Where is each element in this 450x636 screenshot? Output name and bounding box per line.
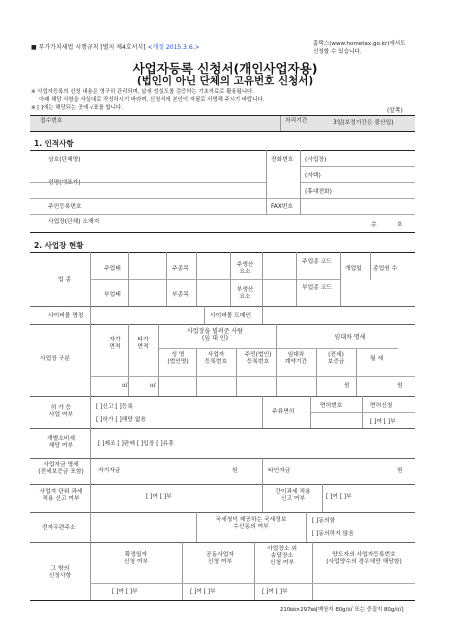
- note-line-1: ※ 사업자등록의 신청 내용은 영구히 관리되며, 납세 성실도를 검증하는 기초자료로 활용됩니다.: [31, 89, 254, 95]
- other-divider-1: [90, 542, 91, 600]
- license-options-1[interactable]: [ ]신고 [ ]등록: [96, 404, 133, 410]
- cyber-mall-domain-label: 사이버몰 도메인: [210, 313, 252, 319]
- bt-divider-2: [166, 252, 167, 306]
- liquor-apply-label: 면허신청: [370, 403, 393, 409]
- form-reference-text: ■ 부가가치세법 시행규칙 [별지 제4호서식]: [31, 44, 148, 51]
- lease-sub-line-1: [158, 348, 398, 349]
- s1-line-4: [30, 214, 415, 215]
- section1-top-line: [30, 150, 415, 151]
- processing-period-label: 처리기간: [285, 118, 308, 124]
- excise-divider: [90, 428, 91, 458]
- lease-divider-0: [90, 324, 91, 396]
- section2-bottom-line: [30, 600, 415, 601]
- email-divider-1: [90, 512, 91, 542]
- receipt-divider: [280, 116, 281, 131]
- hometax-note-1: 홈택스(www.hometax.go.kr)에서도: [313, 41, 406, 47]
- email-divider-2: [196, 512, 197, 542]
- funds-divider-1: [90, 458, 91, 484]
- license-mid-line: [310, 412, 415, 413]
- email-bottom-line: [30, 542, 415, 543]
- receipt-bottom-line: [30, 131, 415, 132]
- transferor-label: 양도자의 사업자등록번호 (사업양수의 경우에만 해당함): [326, 552, 402, 565]
- s1-line-3: [30, 198, 415, 199]
- bt-divider-1: [128, 252, 129, 306]
- phone-label: 전화번호: [271, 157, 294, 163]
- unit-taxation-label: 사업자 단위 과세 적용 신고 여부: [39, 489, 83, 502]
- trade-name-label: 상호(단체명): [48, 157, 81, 163]
- funds-divider-2: [262, 458, 263, 484]
- funds-label: 사업자금 명세 (전세보증금 포함): [38, 462, 84, 475]
- main-item-label: 주종목: [172, 266, 189, 272]
- lessor-idno-label: 주민(법인) 등록번호: [244, 352, 272, 365]
- form-title: 사업자등록 신청서(개인사업자용): [132, 61, 318, 76]
- lease-divider-6: [316, 348, 317, 396]
- lease-bottom-line: [30, 396, 415, 397]
- fax-label: FAX번호: [271, 204, 293, 210]
- trade-name-field[interactable]: [100, 152, 260, 164]
- bt-divider-7: [340, 252, 341, 306]
- lease-divider-7: [356, 348, 357, 396]
- lease-divider-3: [196, 348, 197, 396]
- excise-label: 개별소비세 해당 여부: [47, 436, 75, 449]
- won-unit-1: 원: [344, 383, 350, 389]
- representative-label: 성명(대표자): [48, 180, 81, 186]
- s1-line-2b: [300, 182, 415, 183]
- delivery-place-yn[interactable]: [ ]여 [ ]부: [262, 589, 288, 595]
- funds-bottom-line: [30, 484, 415, 485]
- sub-product-label: 부생산 요소: [236, 287, 254, 300]
- section1-bottom-line: [30, 232, 415, 233]
- liquor-label: 주류면허: [272, 409, 295, 415]
- cyber-divider-2: [204, 306, 205, 324]
- lease-divider-5: [276, 324, 277, 396]
- liquor-yn[interactable]: [ ]여 [ ]부: [370, 419, 396, 425]
- site-type-label: 사업장 구분: [40, 356, 70, 362]
- resident-number-label: 주민등록번호: [48, 204, 82, 210]
- joint-business-label: 공동사업자 신청 여부: [206, 552, 234, 565]
- other-divider-2: [182, 542, 183, 600]
- license-bottom-line: [30, 428, 415, 429]
- sqm-unit-1: ㎡: [122, 383, 128, 389]
- section2-top-line: [30, 252, 415, 253]
- section1-title: 1. 인적사항: [34, 139, 74, 148]
- license-label: 허 가 등 사업 여부: [48, 405, 74, 418]
- bt-divider-8: [370, 252, 371, 280]
- deposit-label: (전세) 보증금: [327, 352, 345, 365]
- s1-line-1: [300, 166, 415, 167]
- processing-period-value: 3일(보정기간은 불산입): [333, 120, 394, 126]
- main-code-label: 주업종 코드: [302, 259, 332, 265]
- monthly-rent-label: 월 세: [370, 356, 384, 362]
- open-date-label: 개업일: [345, 266, 362, 272]
- lease-divider-2: [158, 324, 159, 396]
- phone-office-label: (사업장): [305, 157, 327, 163]
- excise-options[interactable]: [ ]제조 [ ]판매 [ ]입장 [ ]유흥: [98, 441, 174, 447]
- note-line-3: ※ [ ]에는 해당되는 곳에 √표를 합니다.: [31, 105, 123, 111]
- license-options-2[interactable]: [ ]허가 [ ]해당 없음: [96, 417, 147, 423]
- own-funds-label: 자기자금: [98, 468, 121, 474]
- form-reference: [31, 44, 200, 51]
- tax-divider-1: [90, 484, 91, 512]
- business-type-label: 업 종: [58, 277, 72, 283]
- lessor-name-label: 성 명 (법인명): [167, 352, 189, 365]
- sub-type-label: 부업태: [104, 292, 121, 298]
- bt-divider-3: [196, 252, 197, 306]
- license-divider-2: [262, 396, 263, 428]
- liquor-number-label: 면허번호: [320, 403, 343, 409]
- other-divider-4: [312, 542, 313, 600]
- simplified-tax-label: 간이과세 적용 신고 여부: [275, 489, 311, 502]
- paper-spec: 210㎜×297㎜[백상지 80g/㎡ 또는 중질지 80g/㎡]: [280, 607, 404, 613]
- own-area-label: 자가 면적: [109, 337, 121, 350]
- confirmed-date-label: 확정일자 신청 여부: [123, 552, 149, 565]
- email-divider-3: [306, 512, 307, 542]
- consent-no[interactable]: [ ]동의하지 않음: [312, 531, 354, 537]
- form-subtitle: (법인이 아닌 단체의 고유번호 신청서): [136, 75, 314, 87]
- lease-period-label: 임대차 계약기간: [284, 352, 308, 365]
- won-unit-2: 원: [397, 383, 403, 389]
- location-label: 사업장(단체) 소재지: [48, 219, 100, 225]
- unit-taxation-yn[interactable]: [ ]여 [ ]부: [146, 494, 172, 500]
- other-requests-label: 그 밖의 신청사항: [48, 566, 72, 579]
- lease-header: 임대차 명세: [334, 334, 366, 341]
- cyber-bottom-line: [30, 324, 415, 325]
- employees-label: 종업원 수: [373, 266, 398, 272]
- other-funds-label: 타인자금: [268, 468, 291, 474]
- confirmed-date-yn[interactable]: [ ]여 [ ]부: [112, 589, 138, 595]
- lease-divider-4: [236, 348, 237, 396]
- sub-code-label: 부업종 코드: [302, 285, 332, 291]
- joint-business-yn[interactable]: [ ]여 [ ]부: [190, 589, 216, 595]
- cyber-mall-name-label: 사이버몰 명칭: [48, 313, 84, 319]
- license-divider-1: [90, 396, 91, 428]
- note-line-2: 아래 해당 사항을 사실대로 작성하시기 바라며, 신청서에 본인이 자필로 서명해 주시기 바랍니다.: [39, 97, 265, 103]
- s1-divider-a: [266, 150, 267, 214]
- simplified-tax-yn[interactable]: [ ]여 [ ]부: [326, 494, 352, 500]
- sub-item-label: 부종목: [172, 292, 189, 298]
- tax-bottom-line: [30, 512, 415, 513]
- floor-label: 층: [371, 222, 377, 228]
- main-product-label: 주생산 요소: [236, 262, 254, 275]
- consent-yes[interactable]: [ ]동의함: [312, 518, 336, 524]
- other-mid-line: [90, 583, 415, 584]
- phone-mobile-label: (휴대전화): [305, 189, 332, 195]
- tax-divider-2: [262, 484, 263, 512]
- lease-sub-line-2: [90, 376, 415, 377]
- bt-divider-5: [262, 252, 263, 306]
- bt-bottom-line: [30, 306, 415, 307]
- tax-divider-3: [322, 484, 323, 512]
- cyber-divider-1: [90, 306, 91, 324]
- excise-bottom-line: [30, 458, 415, 459]
- main-type-label: 주업태: [104, 266, 121, 272]
- unit-label: 호: [397, 222, 403, 228]
- delivery-place-label: 사업장소 외 송달장소 신청 여부: [267, 546, 297, 566]
- bt-divider-6: [296, 252, 297, 306]
- page-side-label: (앞쪽): [387, 108, 403, 114]
- other-divider-3: [254, 542, 255, 600]
- won-unit-3: 원: [232, 468, 238, 474]
- sqm-unit-2: ㎡: [150, 383, 156, 389]
- nts-info-label: 국세청이 제공하는 국세정보 수신동의 여부: [215, 517, 287, 530]
- hometax-note-2: 신청할 수 있습니다.: [313, 49, 362, 55]
- revision-text: <개정 2015.3.6.>: [147, 44, 200, 51]
- email-label: 전자우편주소: [42, 525, 76, 531]
- receipt-number-label: 접수번호: [40, 118, 63, 124]
- won-unit-4: 원: [397, 468, 403, 474]
- bt-divider-4: [230, 252, 231, 306]
- lessor-header: 사업장을 빌려준 사람 (임 대 인): [187, 328, 243, 343]
- other-area-label: 타가 면적: [137, 337, 149, 350]
- lessor-regno-label: 사업자 등록번호: [204, 352, 228, 365]
- lease-divider-1: [128, 324, 129, 396]
- s1-line-2: [30, 182, 266, 183]
- phone-home-label: (자택): [305, 173, 321, 179]
- cyber-divider-3: [262, 306, 263, 324]
- section2-title: 2. 사업장 현황: [34, 241, 84, 250]
